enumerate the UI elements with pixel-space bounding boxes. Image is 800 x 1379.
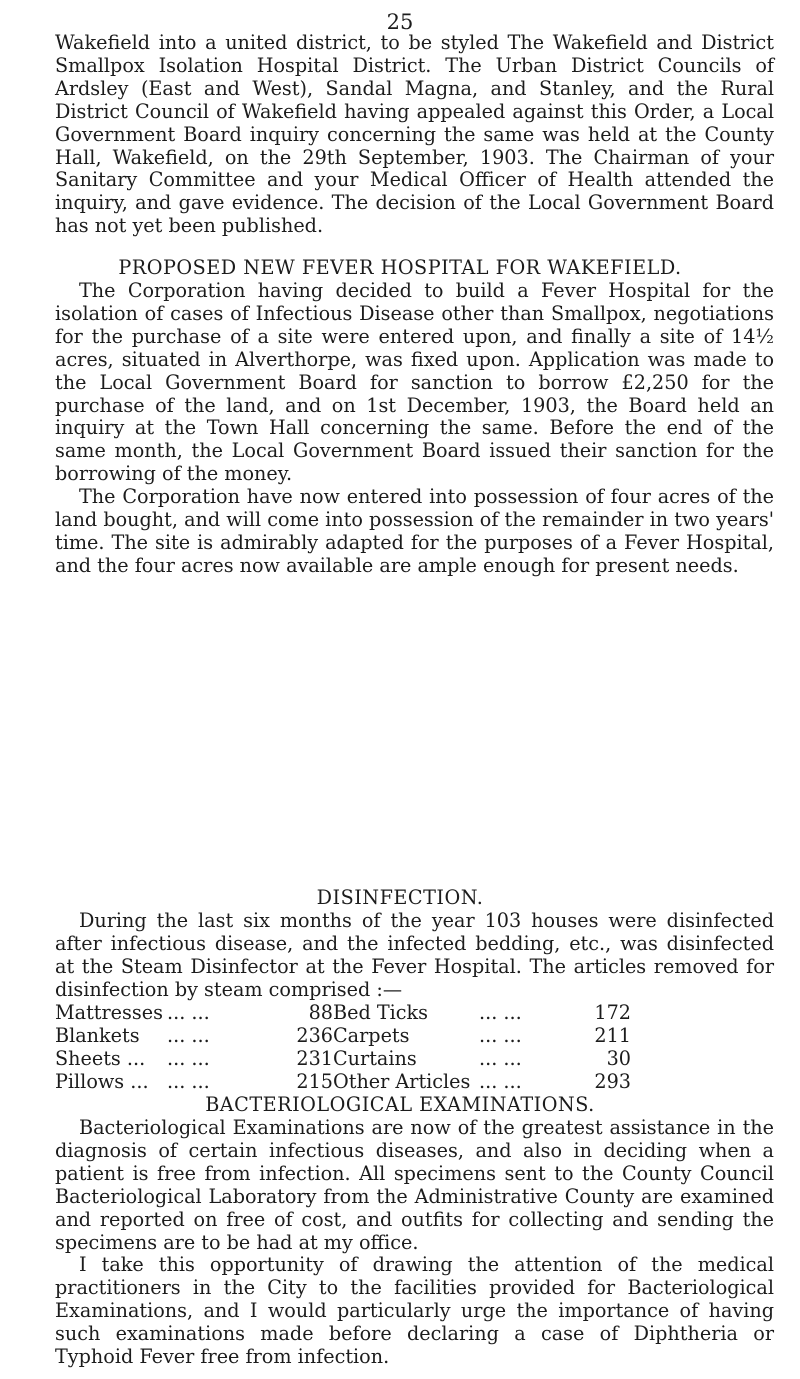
heading-fever-hospital: PROPOSED NEW FEVER HOSPITAL FOR WAKEFIELD. [118, 256, 682, 279]
paragraph-bacteriological-1: Bacteriological Examinations are now of the greatest assistance in the diagnosis of certain infectious diseases, and also in deciding when a patient is free from infection. All specimens sent to the County Council Bacteriological Laboratory from the Administrative County are examined and reported on free of cost, and outfits for collecting and sending the specimens are to be had at my office. [55, 1116, 774, 1254]
article-name: Bed Ticks [333, 1001, 428, 1024]
bacteriological-section [55, 1117, 774, 1369]
article-row [55, 1025, 631, 1048]
article-count: 172 [594, 1001, 631, 1024]
heading-disinfection: DISINFECTION. [316, 886, 484, 909]
leader-dots: ... ... [167, 1023, 210, 1047]
article-row [55, 1002, 631, 1025]
disinfection-section [55, 910, 774, 1002]
article-name: Carpets [333, 1023, 410, 1047]
intro-section [55, 32, 774, 238]
article-name: Blankets [55, 1023, 140, 1047]
disinfected-articles-table [55, 1002, 631, 1094]
article-name: Pillows ... [55, 1069, 149, 1093]
article-name: Other Articles [333, 1069, 471, 1093]
article-row [55, 1048, 631, 1071]
article-count: 88 [308, 1001, 333, 1024]
article-count: 215 [296, 1069, 333, 1093]
leader-dots: ... ... [167, 1001, 210, 1024]
heading-bacteriological: BACTERIOLOGICAL EXAMINATIONS. [205, 1093, 595, 1116]
paragraph-intro: Wakefield into a united district, to be styled The Wakefield and District Smallpox Isolation Hospital District. The Urban District Councils of Ardsley (East and West), Sandal Magna, and Stanley, and the Rural District Council of Wakefield having appealed against this Order, a Local Government Board inquiry concerning the same was held at the County Hall, Wakefield, on the 29th September, 1903. The Chairman of your Sanitary Committee and your Medical Officer of Health attended the inquiry, and gave evidence. The decision of the Local Government Board has not yet been published. [55, 31, 774, 238]
article-count: 293 [594, 1069, 631, 1093]
paragraph-bacteriological-2: I take this opportunity of drawing the attention of the medical practitioners in the City to the facilities provided for Bacteriological Examinations, and I would particularly urge the importance of having such examinations made before declaring a case of Diphtheria or Typhoid Fever free from infection. [55, 1253, 774, 1369]
article-count: 30 [606, 1046, 631, 1070]
article-count: 231 [296, 1046, 333, 1070]
article-name: Sheets ... [55, 1046, 146, 1070]
leader-dots: ... ... [479, 1023, 522, 1047]
leader-dots: ... ... [479, 1001, 522, 1024]
leader-dots: ... ... [479, 1069, 522, 1093]
article-row [55, 1071, 631, 1094]
page-number: 25 [386, 10, 414, 34]
leader-dots: ... ... [479, 1046, 522, 1070]
article-name: Mattresses [55, 1001, 163, 1024]
paragraph-fever-1: The Corporation having decided to build a Fever Hospital for the isolation of cases of Infectious Disease other than Smallpox, negotiations for the purchase of a site were entered upon, and finally a site of 14½ acres, situated in Alverthorpe, was fixed upon. Application was made to the Local Government Board for sanction to borrow £2,250 for the purchase of the land, and on 1st December, 1903, the Board held an inquiry at the Town Hall concerning the same. Before the end of the same month, the Local Government Board issued their sanction for the borrowing of the money. [55, 279, 774, 486]
paragraph-disinfection: During the last six months of the year 103 houses were disinfected after infectious disease, and the infected bedding, etc., was disinfected at the Steam Disinfector at the Fever Hospital. The articles removed for disinfection by steam comprised :— [55, 909, 774, 1001]
leader-dots: ... ... [167, 1069, 210, 1093]
leader-dots: ... ... [167, 1046, 210, 1070]
fever-hospital-section [55, 280, 774, 578]
article-count: 236 [296, 1023, 333, 1047]
paragraph-fever-2: The Corporation have now entered into possession of four acres of the land bought, and will come into possession of the remainder in two years' time. The site is admirably adapted for the purposes of a Fever Hospital, and the four acres now available are ample enough for present needs. [55, 485, 774, 577]
article-count: 211 [594, 1023, 631, 1047]
article-name: Curtains [333, 1046, 417, 1070]
